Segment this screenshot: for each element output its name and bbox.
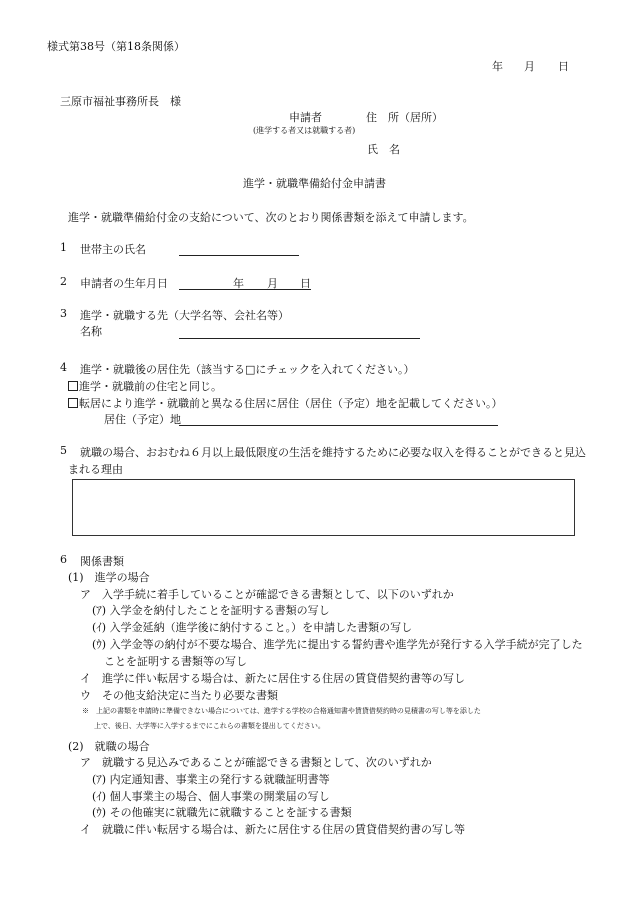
section-1-note-line1: ※ 上記の書類を申請時に準備できない場合については、進学する学校の合格通知書や賃貸借契約時の見積書の写し等を添した <box>82 707 481 715</box>
section-1-c: ウ その他支給決定に当たり必要な書類 <box>80 689 278 702</box>
section-1-a1: (ｱ) 入学金を納付したことを証明する書類の写し <box>92 604 330 617</box>
household-head-name-field[interactable] <box>179 255 299 256</box>
item-4-label: 進学・就職後の居住先（該当する□にチェックを入れてください。） <box>80 363 415 376</box>
section-1-a3: (ｳ) 入学金等の納付が不要な場合、進学先に提出する誓約書や進学先が発行する入学手続が完了した <box>92 638 583 651</box>
birth-month-label: 月 <box>267 277 278 290</box>
section-2-b: イ 就職に伴い転居する場合は、新たに居住する住居の賃貸借契約書の写し等 <box>80 823 465 836</box>
item-3-sub-label: 名称 <box>80 325 102 338</box>
item-2-label: 申請者の生年月日 <box>80 277 168 290</box>
employment-reason-box[interactable] <box>72 479 575 536</box>
section-2-heading: (2) 就職の場合 <box>68 740 150 753</box>
addressee: 三原市福祉事務所長 様 <box>60 95 181 108</box>
birth-year-label: 年 <box>233 277 244 290</box>
item-1-number: 1 <box>60 241 67 254</box>
item-6-number: 6 <box>60 553 67 566</box>
destination-name-field[interactable] <box>179 338 420 339</box>
birthdate-field[interactable] <box>179 289 311 290</box>
item-2-number: 2 <box>60 275 67 288</box>
section-2-a2: (ｲ) 個人事業主の場合、個人事業の開業届の写し <box>92 790 330 803</box>
option-same-label: 進学・就職前の住宅と同じ。 <box>79 380 222 393</box>
residence-option-same[interactable] <box>68 378 222 394</box>
section-1-a2: (ｲ) 入学金延納（進学後に納付すること。）を申請した書類の写し <box>92 621 413 634</box>
new-residence-field[interactable] <box>179 425 498 426</box>
intro-text: 進学・就職準備給付金の支給について、次のとおり関係書類を添えて申請します。 <box>68 211 474 224</box>
option-move-label: 転居により進学・就職前と異なる住居に居住（居住（予定）地を記載してください。） <box>79 397 503 410</box>
date-year-label: 年 <box>492 60 503 73</box>
form-number: 様式第38号（第18条関係） <box>47 40 185 53</box>
section-1-heading: (1) 進学の場合 <box>68 571 150 584</box>
item-4-sub-label: 居住（予定）地 <box>104 413 181 426</box>
section-2-a1: (ｱ) 内定通知書、事業主の発行する就職証明書等 <box>92 773 330 786</box>
residence-option-move[interactable] <box>68 395 503 411</box>
item-3-number: 3 <box>60 307 67 320</box>
section-2-a: ア 就職する見込みであることが確認できる書類として、次のいずれか <box>80 756 432 769</box>
item-3-label: 進学・就職する先（大学名等、会社名等） <box>80 309 289 322</box>
date-month-label: 月 <box>524 60 535 73</box>
birth-day-label: 日 <box>300 277 311 290</box>
section-1-a3-cont: ことを証明する書類等の写し <box>104 655 247 668</box>
item-4-number: 4 <box>60 361 67 374</box>
section-1-b: イ 進学に伴い転居する場合は、新たに居住する住居の賃貸借契約書等の写し <box>80 672 465 685</box>
date-day-label: 日 <box>558 60 569 73</box>
item-5-line1: 就職の場合、おおむね６月以上最低限度の生活を維持するために必要な収入を得ることができると見込 <box>80 446 586 459</box>
page-title: 進学・就職準備給付金申請書 <box>243 177 386 190</box>
applicant-name-label: 氏 名 <box>367 143 400 156</box>
applicant-note: (進学する者又は就職する者) <box>253 126 356 135</box>
item-5-number: 5 <box>60 444 67 457</box>
checkbox-move-residence[interactable] <box>68 398 78 408</box>
item-5-line2: まれる理由 <box>68 463 123 476</box>
section-1-a: ア 入学手続に着手していることが確認できる書類として、以下のいずれか <box>80 588 454 601</box>
item-6-label: 関係書類 <box>80 555 124 568</box>
applicant-address-label: 住 所（居所） <box>366 111 443 124</box>
section-1-note-line2: 上で、後日、大学等に入学するまでにこれらの書類を提出してください。 <box>94 722 325 730</box>
checkbox-same-residence[interactable] <box>68 381 78 391</box>
section-2-a3: (ｳ) その他確実に就職先に就職することを証する書類 <box>92 806 352 819</box>
applicant-label: 申請者 <box>289 111 322 124</box>
item-1-label: 世帯主の氏名 <box>80 243 146 256</box>
